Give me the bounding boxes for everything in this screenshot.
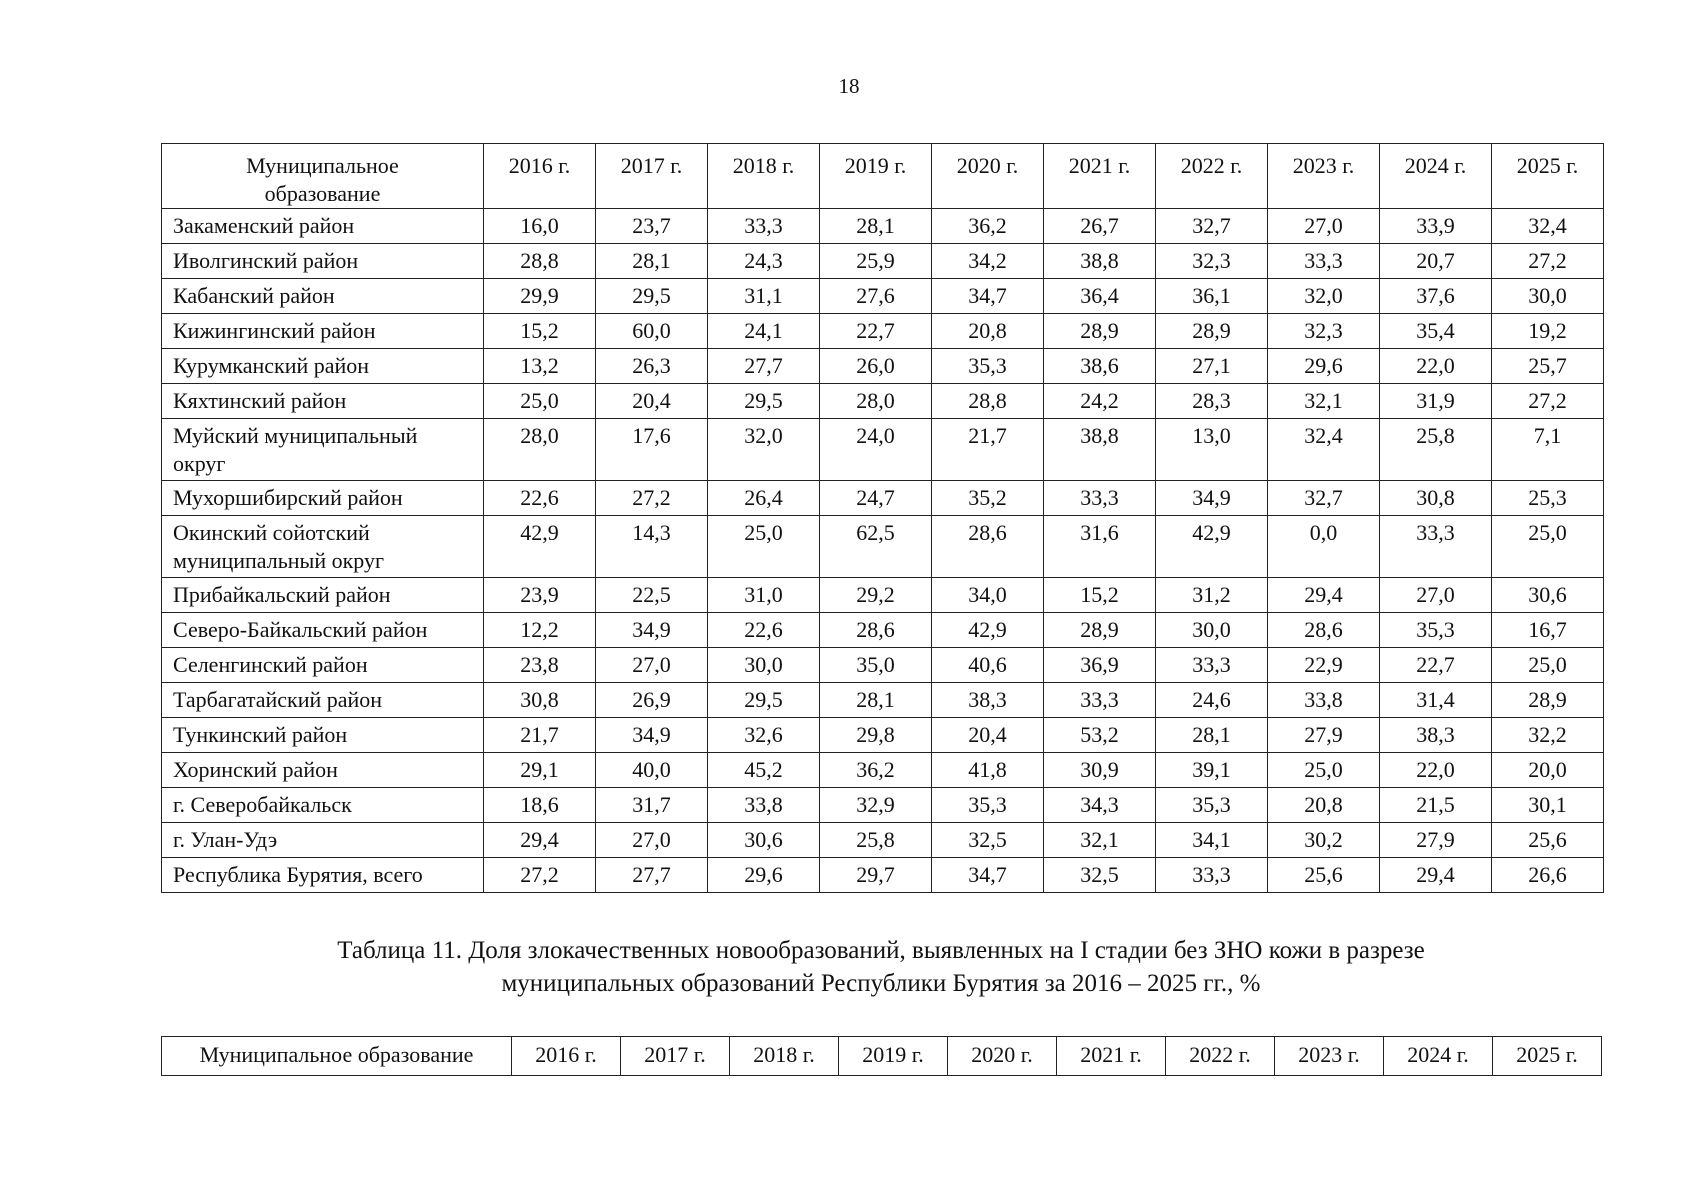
value-cell: 20,8 — [932, 314, 1044, 349]
value-cell: 27,2 — [1492, 384, 1604, 419]
value-cell: 16,0 — [484, 209, 596, 244]
header-cell-year: 2024 г. — [1384, 1037, 1493, 1076]
value-cell: 32,3 — [1268, 314, 1380, 349]
value-cell: 24,3 — [708, 244, 820, 279]
value-cell: 22,0 — [1380, 349, 1492, 384]
value-cell: 37,6 — [1380, 279, 1492, 314]
header-cell-year: 2021 г. — [1044, 144, 1156, 209]
value-cell: 28,8 — [932, 384, 1044, 419]
value-cell: 30,6 — [708, 823, 820, 858]
value-cell: 27,7 — [708, 349, 820, 384]
value-cell: 32,4 — [1492, 209, 1604, 244]
municipality-name-cell: Прибайкальский район — [162, 578, 484, 613]
value-cell: 30,6 — [1492, 578, 1604, 613]
value-cell: 0,0 — [1268, 516, 1380, 578]
value-cell: 35,0 — [820, 648, 932, 683]
value-cell: 33,3 — [1044, 481, 1156, 516]
value-cell: 32,3 — [1156, 244, 1268, 279]
municipality-name-cell: Иволгинский район — [162, 244, 484, 279]
value-cell: 26,9 — [596, 683, 708, 718]
table-row — [162, 349, 1604, 384]
municipality-name-cell: г. Улан-Удэ — [162, 823, 484, 858]
value-cell: 41,8 — [932, 753, 1044, 788]
header-cell-year: 2016 г. — [512, 1037, 621, 1076]
municipality-name-line2: округ — [173, 451, 226, 476]
value-cell: 33,3 — [1156, 648, 1268, 683]
table-row — [162, 858, 1604, 893]
value-cell: 23,7 — [596, 209, 708, 244]
value-cell: 35,4 — [1380, 314, 1492, 349]
value-cell: 16,7 — [1492, 613, 1604, 648]
municipality-name-cell: г. Северобайкальск — [162, 788, 484, 823]
table-header — [162, 144, 1604, 209]
value-cell: 32,6 — [708, 718, 820, 753]
value-cell: 29,6 — [1268, 349, 1380, 384]
value-cell: 36,2 — [932, 209, 1044, 244]
municipality-name-line1: Муйский муниципальный — [173, 423, 418, 448]
value-cell: 20,7 — [1380, 244, 1492, 279]
value-cell: 29,2 — [820, 578, 932, 613]
value-cell: 26,7 — [1044, 209, 1156, 244]
value-cell: 30,0 — [1156, 613, 1268, 648]
value-cell: 35,2 — [932, 481, 1044, 516]
municipality-name-cell: Тункинский район — [162, 718, 484, 753]
value-cell: 31,1 — [708, 279, 820, 314]
header-cell-municipality — [162, 144, 484, 209]
value-cell: 33,3 — [708, 209, 820, 244]
value-cell: 30,8 — [1380, 481, 1492, 516]
header-cell-year: 2024 г. — [1380, 144, 1492, 209]
value-cell: 21,5 — [1380, 788, 1492, 823]
value-cell: 28,1 — [820, 683, 932, 718]
value-cell: 27,2 — [1492, 244, 1604, 279]
value-cell: 29,6 — [708, 858, 820, 893]
value-cell: 25,0 — [484, 384, 596, 419]
value-cell: 34,3 — [1044, 788, 1156, 823]
value-cell: 32,1 — [1268, 384, 1380, 419]
value-cell: 33,3 — [1380, 516, 1492, 578]
value-cell: 40,0 — [596, 753, 708, 788]
value-cell: 31,2 — [1156, 578, 1268, 613]
value-cell: 60,0 — [596, 314, 708, 349]
value-cell: 22,6 — [708, 613, 820, 648]
municipality-name-cell: Мухоршибирский район — [162, 481, 484, 516]
table-row — [162, 683, 1604, 718]
table-row — [162, 613, 1604, 648]
value-cell: 53,2 — [1044, 718, 1156, 753]
value-cell: 30,0 — [1492, 279, 1604, 314]
value-cell: 22,9 — [1268, 648, 1380, 683]
value-cell: 24,0 — [820, 419, 932, 481]
value-cell: 25,6 — [1492, 823, 1604, 858]
header-cell-year: 2017 г. — [596, 144, 708, 209]
value-cell: 34,9 — [1156, 481, 1268, 516]
caption-line-1: Таблица 11. Доля злокачественных новообразований, выявленных на I стадии без ЗНО кожи в разрезе — [337, 937, 1425, 964]
value-cell: 28,6 — [820, 613, 932, 648]
value-cell: 27,1 — [1156, 349, 1268, 384]
header-cell-year: 2018 г. — [708, 144, 820, 209]
municipality-name-line1: Окинский сойотский — [173, 520, 370, 545]
caption-line-2: муниципальных образований Республики Бурятия за 2016 – 2025 гг., % — [501, 970, 1261, 997]
value-cell: 25,0 — [1492, 648, 1604, 683]
value-cell: 34,9 — [596, 718, 708, 753]
value-cell: 15,2 — [484, 314, 596, 349]
table-row — [162, 788, 1604, 823]
municipality-name-cell — [162, 516, 484, 578]
value-cell: 23,9 — [484, 578, 596, 613]
value-cell: 34,0 — [932, 578, 1044, 613]
table-row — [162, 384, 1604, 419]
value-cell: 26,3 — [596, 349, 708, 384]
municipality-name-cell: Хоринский район — [162, 753, 484, 788]
value-cell: 34,9 — [596, 613, 708, 648]
value-cell: 21,7 — [484, 718, 596, 753]
header-cell-year: 2020 г. — [948, 1037, 1057, 1076]
value-cell: 27,0 — [1268, 209, 1380, 244]
value-cell: 28,0 — [484, 419, 596, 481]
value-cell: 32,0 — [708, 419, 820, 481]
value-cell: 32,2 — [1492, 718, 1604, 753]
value-cell: 29,5 — [708, 683, 820, 718]
value-cell: 25,7 — [1492, 349, 1604, 384]
value-cell: 26,4 — [708, 481, 820, 516]
header-cell-year: 2017 г. — [621, 1037, 730, 1076]
value-cell: 31,0 — [708, 578, 820, 613]
header-cell-year: 2019 г. — [839, 1037, 948, 1076]
value-cell: 38,6 — [1044, 349, 1156, 384]
table-row — [162, 823, 1604, 858]
value-cell: 27,0 — [596, 823, 708, 858]
value-cell: 17,6 — [596, 419, 708, 481]
value-cell: 27,2 — [484, 858, 596, 893]
value-cell: 38,3 — [932, 683, 1044, 718]
value-cell: 27,9 — [1380, 823, 1492, 858]
value-cell: 28,3 — [1156, 384, 1268, 419]
value-cell: 25,9 — [820, 244, 932, 279]
value-cell: 33,8 — [708, 788, 820, 823]
table-row — [162, 718, 1604, 753]
value-cell: 30,9 — [1044, 753, 1156, 788]
value-cell: 31,6 — [1044, 516, 1156, 578]
value-cell: 32,0 — [1268, 279, 1380, 314]
value-cell: 42,9 — [484, 516, 596, 578]
value-cell: 33,3 — [1044, 683, 1156, 718]
value-cell: 29,4 — [484, 823, 596, 858]
value-cell: 38,8 — [1044, 419, 1156, 481]
value-cell: 24,1 — [708, 314, 820, 349]
value-cell: 33,8 — [1268, 683, 1380, 718]
value-cell: 36,1 — [1156, 279, 1268, 314]
value-cell: 35,3 — [1380, 613, 1492, 648]
value-cell: 27,0 — [596, 648, 708, 683]
value-cell: 25,0 — [1492, 516, 1604, 578]
municipality-name-cell: Северо-Байкальский район — [162, 613, 484, 648]
table-row — [162, 578, 1604, 613]
value-cell: 25,3 — [1492, 481, 1604, 516]
value-cell: 25,8 — [1380, 419, 1492, 481]
value-cell: 14,3 — [596, 516, 708, 578]
value-cell: 28,6 — [932, 516, 1044, 578]
value-cell: 40,6 — [932, 648, 1044, 683]
value-cell: 45,2 — [708, 753, 820, 788]
value-cell: 31,7 — [596, 788, 708, 823]
value-cell: 28,1 — [1156, 718, 1268, 753]
data-table-10 — [161, 143, 1604, 893]
table-row — [162, 648, 1604, 683]
header-cell-year: 2023 г. — [1268, 144, 1380, 209]
value-cell: 35,3 — [1156, 788, 1268, 823]
value-cell: 28,8 — [484, 244, 596, 279]
header-municipality-line1: Муниципальное — [246, 153, 399, 178]
value-cell: 24,2 — [1044, 384, 1156, 419]
value-cell: 28,9 — [1492, 683, 1604, 718]
value-cell: 13,2 — [484, 349, 596, 384]
value-cell: 20,4 — [596, 384, 708, 419]
value-cell: 22,7 — [1380, 648, 1492, 683]
table-row — [162, 419, 1604, 481]
value-cell: 29,4 — [1268, 578, 1380, 613]
value-cell: 7,1 — [1492, 419, 1604, 481]
value-cell: 15,2 — [1044, 578, 1156, 613]
header-row — [162, 1037, 1602, 1076]
value-cell: 38,3 — [1380, 718, 1492, 753]
municipality-name-cell: Кабанский район — [162, 279, 484, 314]
value-cell: 33,9 — [1380, 209, 1492, 244]
header-cell-year: 2022 г. — [1166, 1037, 1275, 1076]
value-cell: 34,2 — [932, 244, 1044, 279]
value-cell: 23,8 — [484, 648, 596, 683]
table-row — [162, 279, 1604, 314]
header-cell-year: 2016 г. — [484, 144, 596, 209]
value-cell: 30,8 — [484, 683, 596, 718]
value-cell: 28,1 — [596, 244, 708, 279]
value-cell: 32,5 — [932, 823, 1044, 858]
value-cell: 32,7 — [1156, 209, 1268, 244]
value-cell: 18,6 — [484, 788, 596, 823]
value-cell: 25,8 — [820, 823, 932, 858]
value-cell: 29,7 — [820, 858, 932, 893]
value-cell: 32,4 — [1268, 419, 1380, 481]
value-cell: 36,9 — [1044, 648, 1156, 683]
value-cell: 28,6 — [1268, 613, 1380, 648]
value-cell: 34,7 — [932, 279, 1044, 314]
value-cell: 34,1 — [1156, 823, 1268, 858]
value-cell: 33,3 — [1156, 858, 1268, 893]
header-cell-year: 2025 г. — [1493, 1037, 1602, 1076]
value-cell: 27,6 — [820, 279, 932, 314]
value-cell: 32,7 — [1268, 481, 1380, 516]
value-cell: 32,9 — [820, 788, 932, 823]
data-table-11 — [161, 1036, 1602, 1076]
value-cell: 30,1 — [1492, 788, 1604, 823]
value-cell: 62,5 — [820, 516, 932, 578]
value-cell: 22,5 — [596, 578, 708, 613]
value-cell: 42,9 — [932, 613, 1044, 648]
municipality-name-cell: Кяхтинский район — [162, 384, 484, 419]
municipality-name-line2: муниципальный округ — [173, 548, 385, 573]
value-cell: 29,5 — [596, 279, 708, 314]
municipality-name-cell: Тарбагатайский район — [162, 683, 484, 718]
table-row — [162, 516, 1604, 578]
value-cell: 36,4 — [1044, 279, 1156, 314]
value-cell: 27,0 — [1380, 578, 1492, 613]
municipality-name-cell: Курумканский район — [162, 349, 484, 384]
value-cell: 25,6 — [1268, 858, 1380, 893]
value-cell: 28,1 — [820, 209, 932, 244]
value-cell: 28,9 — [1156, 314, 1268, 349]
value-cell: 25,0 — [1268, 753, 1380, 788]
header-cell-year: 2021 г. — [1057, 1037, 1166, 1076]
header-cell-municipality: Муниципальное образование — [162, 1037, 512, 1076]
value-cell: 38,8 — [1044, 244, 1156, 279]
value-cell: 24,6 — [1156, 683, 1268, 718]
value-cell: 13,0 — [1156, 419, 1268, 481]
value-cell: 32,5 — [1044, 858, 1156, 893]
header-row — [162, 144, 1604, 209]
table-row — [162, 209, 1604, 244]
municipality-name-cell: Кижингинский район — [162, 314, 484, 349]
value-cell: 20,0 — [1492, 753, 1604, 788]
value-cell: 31,9 — [1380, 384, 1492, 419]
value-cell: 35,3 — [932, 788, 1044, 823]
value-cell: 30,0 — [708, 648, 820, 683]
value-cell: 26,0 — [820, 349, 932, 384]
page-number: 18 — [838, 74, 860, 98]
municipality-name-cell: Селенгинский район — [162, 648, 484, 683]
header-cell-year: 2025 г. — [1492, 144, 1604, 209]
header-cell-year: 2019 г. — [820, 144, 932, 209]
value-cell: 12,2 — [484, 613, 596, 648]
value-cell: 42,9 — [1156, 516, 1268, 578]
value-cell: 28,9 — [1044, 613, 1156, 648]
value-cell: 20,4 — [932, 718, 1044, 753]
value-cell: 27,2 — [596, 481, 708, 516]
table-11-header — [162, 1037, 1602, 1076]
value-cell: 27,7 — [596, 858, 708, 893]
value-cell: 35,3 — [932, 349, 1044, 384]
value-cell: 33,3 — [1268, 244, 1380, 279]
header-cell-year: 2020 г. — [932, 144, 1044, 209]
value-cell: 25,0 — [708, 516, 820, 578]
table-row — [162, 314, 1604, 349]
value-cell: 36,2 — [820, 753, 932, 788]
value-cell: 22,7 — [820, 314, 932, 349]
value-cell: 29,9 — [484, 279, 596, 314]
table-body — [162, 209, 1604, 893]
value-cell: 22,6 — [484, 481, 596, 516]
table-row — [162, 244, 1604, 279]
value-cell: 21,7 — [932, 419, 1044, 481]
value-cell: 24,7 — [820, 481, 932, 516]
value-cell: 20,8 — [1268, 788, 1380, 823]
table-row — [162, 753, 1604, 788]
value-cell: 29,1 — [484, 753, 596, 788]
value-cell: 39,1 — [1156, 753, 1268, 788]
value-cell: 22,0 — [1380, 753, 1492, 788]
value-cell: 29,5 — [708, 384, 820, 419]
municipality-name-cell: Республика Бурятия, всего — [162, 858, 484, 893]
value-cell: 28,9 — [1044, 314, 1156, 349]
value-cell: 32,1 — [1044, 823, 1156, 858]
value-cell: 19,2 — [1492, 314, 1604, 349]
value-cell: 30,2 — [1268, 823, 1380, 858]
value-cell: 26,6 — [1492, 858, 1604, 893]
value-cell: 28,0 — [820, 384, 932, 419]
value-cell: 29,4 — [1380, 858, 1492, 893]
header-cell-year: 2018 г. — [730, 1037, 839, 1076]
municipality-name-cell — [162, 419, 484, 481]
table-row — [162, 481, 1604, 516]
value-cell: 31,4 — [1380, 683, 1492, 718]
municipality-name-cell: Закаменский район — [162, 209, 484, 244]
value-cell: 27,9 — [1268, 718, 1380, 753]
value-cell: 29,8 — [820, 718, 932, 753]
value-cell: 34,7 — [932, 858, 1044, 893]
header-cell-year: 2023 г. — [1275, 1037, 1384, 1076]
table-11-caption — [161, 934, 1601, 1000]
header-municipality-line2: образование — [264, 181, 381, 206]
header-cell-year: 2022 г. — [1156, 144, 1268, 209]
